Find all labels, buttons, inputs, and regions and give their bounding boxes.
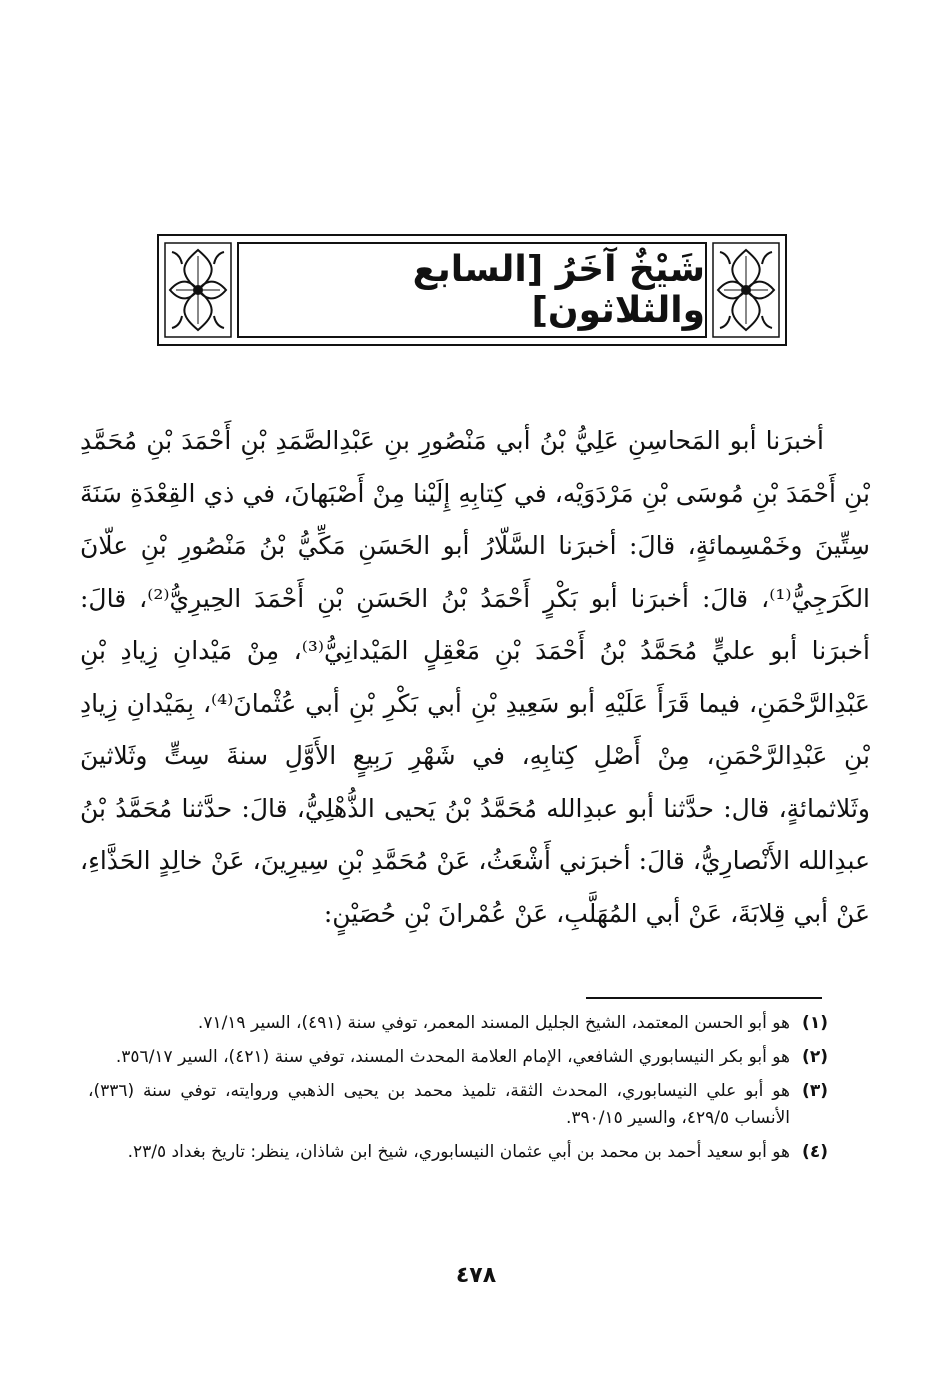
footnote-number: (١) (802, 1013, 828, 1033)
floral-ornament-icon (712, 242, 780, 338)
footnote-number: (٢) (802, 1047, 828, 1067)
hadith-chain-paragraph: أخبرَنا أبو المَحاسِنِ عَلِيُّ بْنُ أبي مَنْصُورِ بنِ عَبْدِالصَّمَدِ بْنِ أَحْمَدَ بْنِ مُحَمَّدِ بْنِ أَحْمَدَ بْنِ مُوسَى بْنِ مَرْدَوَيْه، في كِتابِهِ إِلَيْنا مِنْ أَصْبَهانَ، في ذي القِعْدَةِ سَنَةَ سِتِّينَ وخَمْسِمائةٍ، قالَ: أخبرَنا السَّلّارُ أبو الحَسَنِ مَكِّيُّ بْنُ مَنْصُورِ بْنِ علّانَ الكَرَجِيُّ⁽¹⁾، قالَ: أخبرَنا أبو بَكْرٍ أَحْمَدُ بْنُ الحَسَنِ بْنِ أَحْمَدَ الحِيرِيُّ⁽²⁾، قالَ: أخبرَنا أبو عليٍّ مُحَمَّدُ بْنُ أَحْمَدَ بْنِ مَعْقِلٍ المَيْدانِيُّ⁽³⁾، مِنْ مَيْدانِ زِيادِ بْنِ عَبْدِالرَّحْمَنِ، فيما قَرَأَ عَلَيْهِ أبو سَعِيدِ بْنِ أبي بَكْرِ بْنِ أبي عُثْمانَ⁽⁴⁾، بِمَيْدانِ زِيادِ بْنِ عَبْدِالرَّحْمَنِ، مِنْ أَصْلِ كِتابِهِ، في شَهْرِ رَبِيعٍ الأَوَّلِ سنةَ سِتٍّ وثَلاثينَ وثَلاثمائةٍ، قال: حدَّثنا أبو عبدِالله مُحَمَّدُ بْنُ يَحيى الذُّهْلِيُّ، قالَ: حدَّثنا مُحَمَّدُ بْنُ عبدِالله الأَنْصارِيُّ، قالَ: أخبرَني أَشْعَثُ، عَنْ مُحَمَّدِ بْنِ سِيرِينَ، عَنْ خالِدٍ الحَذَّاءِ، عَنْ أبي قِلابَةَ، عَنْ أبي المُهَلَّبِ، عَنْ عُمْرانَ بْنِ حُصَيْنٍ: (80, 426, 871, 928)
footnote-number: (٣) (802, 1081, 828, 1101)
floral-ornament-icon (164, 242, 232, 338)
chapter-title: شَيْخٌ آخَرُ [السابع والثلاثون] (412, 249, 705, 331)
footnote-item (88, 1139, 828, 1166)
footnote-number: (٤) (802, 1142, 828, 1162)
footnote-text: هو أبو علي النيسابوري، المحدث الثقة، تلميذ محمد بن يحيى الذهبي وروايته، توفي سنة (٣٣٦)، الأنساب ٤٢٩/٥، والسير ٣٩٠/١٥. (88, 1081, 790, 1128)
footnote-item (88, 1044, 828, 1071)
footnote-item (88, 1010, 828, 1037)
footnote-text: هو أبو سعيد أحمد بن محمد بن أبي عثمان النيسابوري، شيخ ابن شاذان، ينظر: تاريخ بغداد ٢٣/٥. (127, 1142, 790, 1162)
title-frame (157, 234, 787, 346)
main-text (80, 415, 870, 940)
footnotes (88, 1010, 828, 1173)
title-box (237, 242, 707, 338)
footnote-item (88, 1078, 828, 1132)
footnote-text: هو أبو بكر النيسابوري الشافعي، الإمام العلامة المحدث المسند، توفي سنة (٤٢١)، السير ٣٥٦/١٧. (115, 1047, 790, 1067)
footnote-text: هو أبو الحسن المعتمد، الشيخ الجليل المسند المعمر، توفي سنة (٤٩١)، السير ٧١/١٩. (197, 1013, 790, 1033)
footnote-separator (586, 997, 822, 999)
page-number: ٤٧٨ (455, 1263, 497, 1288)
